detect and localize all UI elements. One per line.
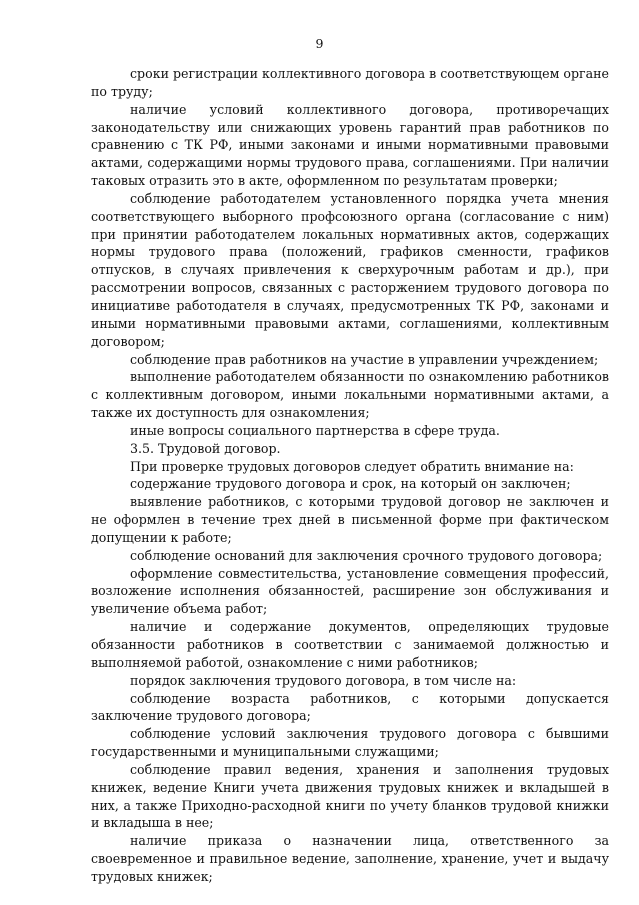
paragraph-contract-content: содержание трудового договора и срок, на который он заключен; (130, 476, 571, 492)
paragraph-familiarization: выполнение работодателем обязанности по ознакомлению работников с коллективным договором, иными локальными нормативными актами, а также их доступность для ознакомления; (91, 369, 609, 421)
paragraph-worker-age: соблюдение возраста работников, с которыми допускается заключение трудового договора; (91, 690, 609, 724)
paragraph-unregistered-workers: выявление работников, с которыми трудовой договор не заключен и не оформлен в течение трех дней в письменной форме при фактическом допущении к работе; (91, 494, 609, 545)
paragraph-other-issues: иные вопросы социального партнерства в сфере труда. (130, 422, 500, 438)
section-heading-labor-contract: 3.5. Трудовой договор. (130, 440, 281, 456)
paragraph-part-time: оформление совместительства, установление совмещения профессий, возложение исполнения обязанностей, расширение зон обслуживания и увеличение объема работ; (91, 565, 609, 617)
document-body (91, 65, 609, 886)
paragraph-responsible-person: наличие приказа о назначении лица, ответственного за своевременное и правильное ведение, заполнение, хранение, учет и выдачу трудовых книжек; (91, 833, 609, 884)
paragraph-former-civil-servants: соблюдение условий заключения трудового договора с бывшими государственными и муниципальными служащими; (91, 726, 609, 760)
paragraph-work-books: соблюдение правил ведения, хранения и заполнения трудовых книжек, ведение Книги учета движения трудовых книжек и вкладышей в них, а также Приходно-расходной книги по учету бланков трудовой книжки и вкладыша в нее; (91, 761, 609, 831)
paragraph-fixed-term-grounds: соблюдение оснований для заключения срочного трудового договора; (130, 547, 603, 563)
paragraph-registration-terms: сроки регистрации коллективного договора в соответствующем органе по труду; (91, 66, 609, 99)
paragraph-job-documents: наличие и содержание документов, определяющих трудовые обязанности работников в соответствии с занимаемой должностью и выполняемой работой, ознакомление с ними работников; (91, 619, 609, 670)
paragraph-conclusion-procedure: порядок заключения трудового договора, в том числе на: (130, 672, 517, 688)
paragraph-contradicting-conditions: наличие условий коллективного договора, противоречащих законодательству или снижающих уровень гарантий прав работников по сравнению с ТК РФ, иными законами и иными нормативными правовыми актами, содержащими нормы трудового права, соглашениями. При наличии таковых отразить это в акте, оформленном по результатам проверки; (91, 101, 609, 189)
paragraph-check-intro: При проверке трудовых договоров следует обратить внимание на: (130, 458, 574, 474)
paragraph-union-opinion: соблюдение работодателем установленного порядка учета мнения соответствующего выборного профсоюзного органа (согласование с ним) при принятии работодателем локальных нормативных актов, содержащих нормы трудового права (положений, графиков сменности, графиков отпусков, в случаях привлечения к сверхурочным работам и др.), при рассмотрении вопросов, связанных с расторжением трудового договора по инициативе работодателя в случаях, предусмотренных ТК РФ, законами и иными нормативными правовыми актами, соглашениями, коллективным договором; (91, 190, 609, 349)
paragraph-management-participation: соблюдение прав работников на участие в управлении учреждением; (130, 351, 599, 367)
page-number: 9 (315, 36, 324, 51)
